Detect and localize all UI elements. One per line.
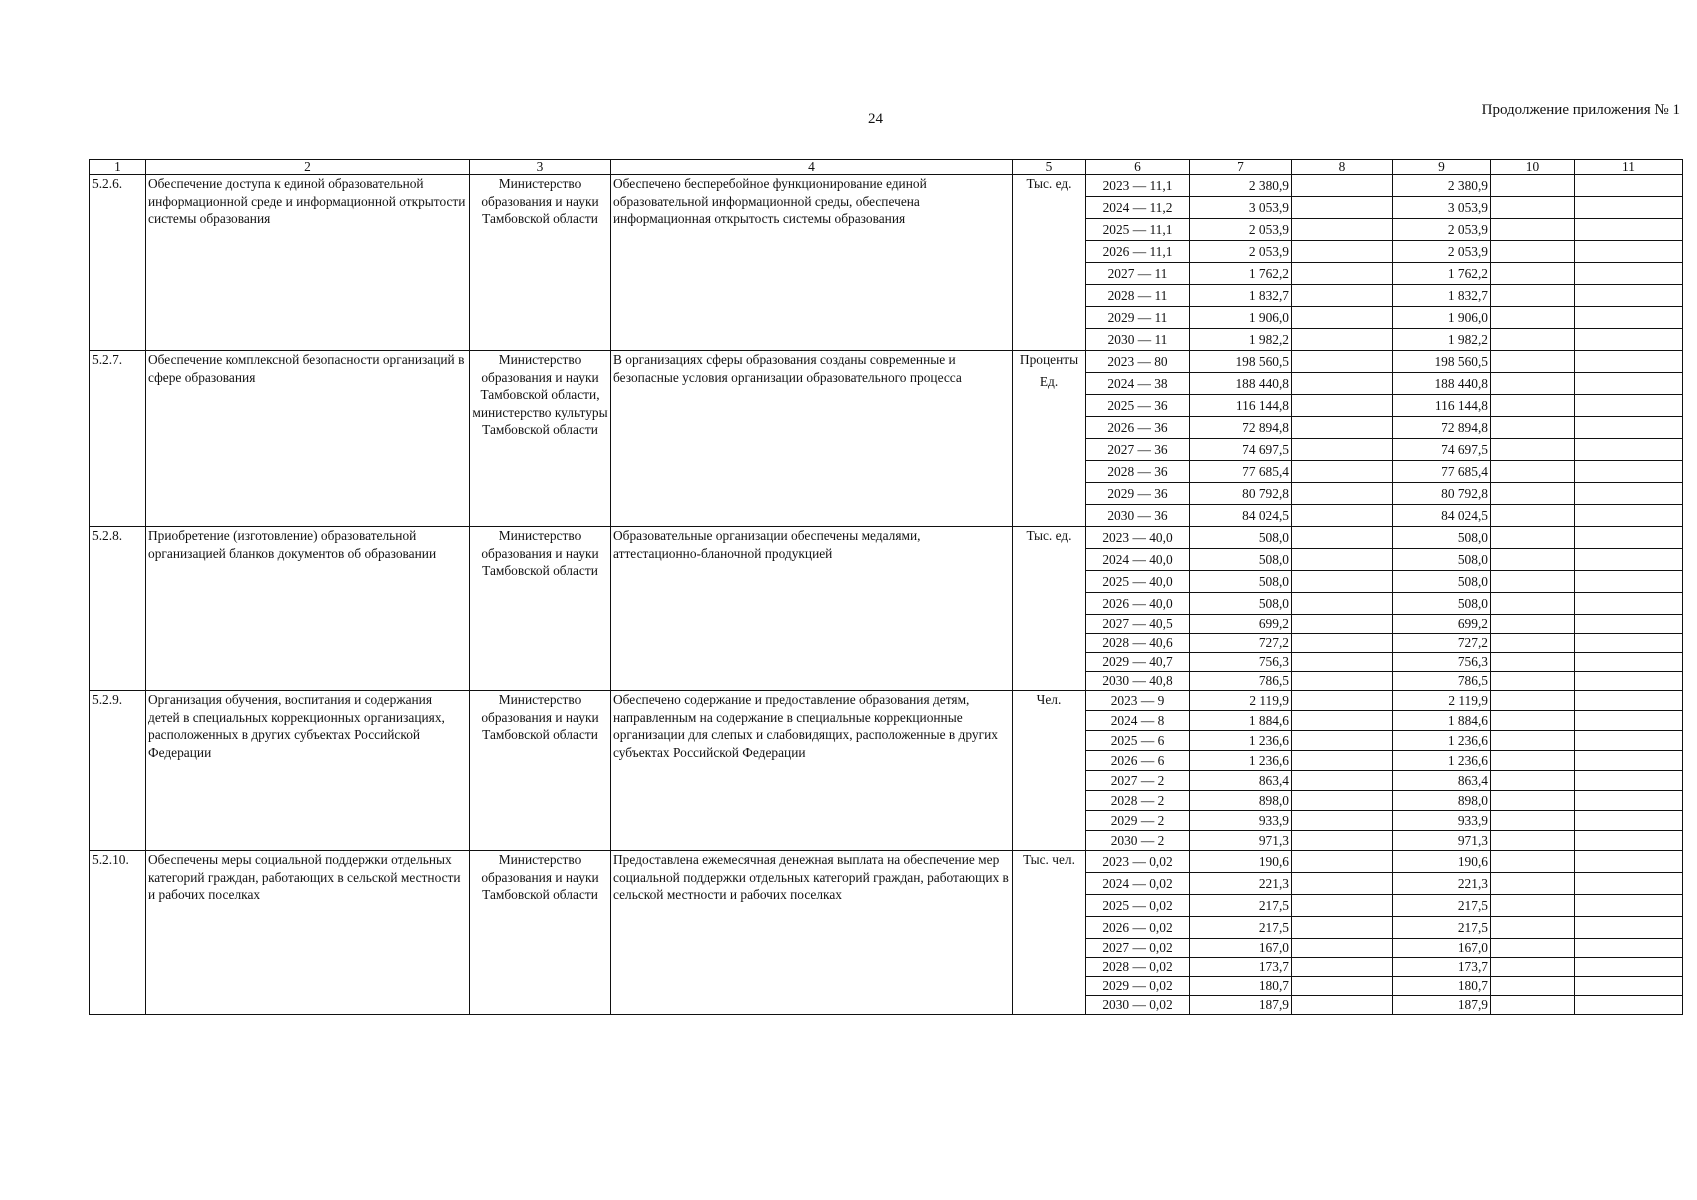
- funding-total: 187,9: [1190, 996, 1292, 1015]
- funding-other: [1575, 811, 1683, 831]
- funding-other: [1575, 571, 1683, 593]
- funding-federal: [1292, 634, 1393, 653]
- indicator-year-value: 2027 — 2: [1086, 771, 1190, 791]
- column-header: 10: [1491, 160, 1575, 175]
- unit-label: Ед.: [1039, 373, 1059, 389]
- program-activities-table: [89, 159, 1683, 1015]
- funding-federal: [1292, 731, 1393, 751]
- funding-local: [1491, 895, 1575, 917]
- funding-other: [1575, 996, 1683, 1015]
- funding-other: [1575, 958, 1683, 977]
- funding-federal: [1292, 672, 1393, 691]
- funding-federal: [1292, 996, 1393, 1015]
- funding-local: [1491, 771, 1575, 791]
- activity-name: Обеспечены меры социальной поддержки отдельных категорий граждан, работающих в сельской местности и рабочих поселках: [146, 851, 470, 1015]
- funding-federal: [1292, 373, 1393, 395]
- funding-regional: 971,3: [1393, 831, 1491, 851]
- funding-regional: 116 144,8: [1393, 395, 1491, 417]
- unit-label: Тыс. ед.: [1026, 528, 1072, 543]
- indicator-year-value: 2027 — 40,5: [1086, 615, 1190, 634]
- funding-total: 1 236,6: [1190, 751, 1292, 771]
- funding-total: 198 560,5: [1190, 351, 1292, 373]
- activity-name: Организация обучения, воспитания и содержания детей в специальных коррекционных организациях, расположенных в других субъектах Российской Федерации: [146, 691, 470, 851]
- funding-local: [1491, 505, 1575, 527]
- unit-of-measure: [1013, 691, 1086, 851]
- funding-federal: [1292, 751, 1393, 771]
- indicator-year-value: 2026 — 0,02: [1086, 917, 1190, 939]
- funding-regional: 77 685,4: [1393, 461, 1491, 483]
- funding-local: [1491, 329, 1575, 351]
- funding-federal: [1292, 285, 1393, 307]
- funding-other: [1575, 634, 1683, 653]
- indicator-year-value: 2030 — 36: [1086, 505, 1190, 527]
- funding-regional: 2 053,9: [1393, 241, 1491, 263]
- funding-other: [1575, 653, 1683, 672]
- funding-regional: 1 906,0: [1393, 307, 1491, 329]
- funding-regional: 74 697,5: [1393, 439, 1491, 461]
- funding-federal: [1292, 505, 1393, 527]
- indicator-year-value: 2024 — 40,0: [1086, 549, 1190, 571]
- funding-other: [1575, 593, 1683, 615]
- funding-federal: [1292, 977, 1393, 996]
- unit-label: Проценты: [1019, 352, 1079, 367]
- appendix-continuation-label: Продолжение приложения № 1: [1481, 102, 1680, 118]
- indicator-year-value: 2028 — 40,6: [1086, 634, 1190, 653]
- funding-other: [1575, 791, 1683, 811]
- indicator-year-value: 2027 — 36: [1086, 439, 1190, 461]
- funding-total: 1 832,7: [1190, 285, 1292, 307]
- funding-total: 84 024,5: [1190, 505, 1292, 527]
- funding-federal: [1292, 241, 1393, 263]
- funding-local: [1491, 197, 1575, 219]
- funding-other: [1575, 285, 1683, 307]
- funding-federal: [1292, 219, 1393, 241]
- column-header: 2: [146, 160, 470, 175]
- funding-regional: 3 053,9: [1393, 197, 1491, 219]
- column-header: 6: [1086, 160, 1190, 175]
- funding-federal: [1292, 263, 1393, 285]
- funding-regional: 2 119,9: [1393, 691, 1491, 711]
- funding-local: [1491, 977, 1575, 996]
- funding-other: [1575, 461, 1683, 483]
- table-body: [90, 175, 1683, 1015]
- funding-federal: [1292, 307, 1393, 329]
- funding-local: [1491, 634, 1575, 653]
- funding-total: 217,5: [1190, 895, 1292, 917]
- funding-total: 863,4: [1190, 771, 1292, 791]
- funding-local: [1491, 549, 1575, 571]
- funding-total: 72 894,8: [1190, 417, 1292, 439]
- indicator-year-value: 2026 — 11,1: [1086, 241, 1190, 263]
- funding-other: [1575, 672, 1683, 691]
- funding-regional: 699,2: [1393, 615, 1491, 634]
- funding-local: [1491, 751, 1575, 771]
- indicator-year-value: 2029 — 40,7: [1086, 653, 1190, 672]
- unit-of-measure: [1013, 351, 1086, 527]
- funding-total: 1 884,6: [1190, 711, 1292, 731]
- funding-total: 898,0: [1190, 791, 1292, 811]
- funding-federal: [1292, 351, 1393, 373]
- funding-local: [1491, 731, 1575, 751]
- funding-regional: 1 236,6: [1393, 751, 1491, 771]
- funding-total: 1 982,2: [1190, 329, 1292, 351]
- funding-total: 1 762,2: [1190, 263, 1292, 285]
- indicator-year-value: 2029 — 36: [1086, 483, 1190, 505]
- funding-other: [1575, 395, 1683, 417]
- funding-other: [1575, 439, 1683, 461]
- funding-other: [1575, 263, 1683, 285]
- indicator-year-value: 2030 — 0,02: [1086, 996, 1190, 1015]
- funding-total: 699,2: [1190, 615, 1292, 634]
- funding-regional: 180,7: [1393, 977, 1491, 996]
- expected-result: В организациях сферы образования созданы современные и безопасные условия организации образовательного процесса: [611, 351, 1013, 527]
- funding-total: 80 792,8: [1190, 483, 1292, 505]
- funding-total: 2 053,9: [1190, 241, 1292, 263]
- funding-regional: 508,0: [1393, 593, 1491, 615]
- funding-federal: [1292, 791, 1393, 811]
- funding-local: [1491, 417, 1575, 439]
- funding-local: [1491, 996, 1575, 1015]
- funding-local: [1491, 461, 1575, 483]
- indicator-year-value: 2025 — 0,02: [1086, 895, 1190, 917]
- funding-regional: 786,5: [1393, 672, 1491, 691]
- unit-label: Тыс. чел.: [1023, 852, 1075, 867]
- funding-local: [1491, 831, 1575, 851]
- activity-number: 5.2.8.: [90, 527, 146, 691]
- unit-label: Чел.: [1036, 692, 1062, 707]
- funding-regional: 221,3: [1393, 873, 1491, 895]
- funding-other: [1575, 895, 1683, 917]
- activity-name: Обеспечение комплексной безопасности организаций в сфере образования: [146, 351, 470, 527]
- funding-other: [1575, 351, 1683, 373]
- funding-regional: 190,6: [1393, 851, 1491, 873]
- funding-regional: 1 762,2: [1393, 263, 1491, 285]
- funding-federal: [1292, 895, 1393, 917]
- funding-local: [1491, 711, 1575, 731]
- funding-total: 508,0: [1190, 593, 1292, 615]
- indicator-year-value: 2028 — 2: [1086, 791, 1190, 811]
- funding-regional: 187,9: [1393, 996, 1491, 1015]
- funding-total: 727,2: [1190, 634, 1292, 653]
- funding-federal: [1292, 571, 1393, 593]
- funding-other: [1575, 549, 1683, 571]
- funding-other: [1575, 219, 1683, 241]
- funding-other: [1575, 939, 1683, 958]
- funding-regional: 198 560,5: [1393, 351, 1491, 373]
- indicator-year-value: 2025 — 11,1: [1086, 219, 1190, 241]
- funding-federal: [1292, 593, 1393, 615]
- column-header: 3: [470, 160, 611, 175]
- column-header: 1: [90, 160, 146, 175]
- funding-local: [1491, 851, 1575, 873]
- funding-total: 167,0: [1190, 939, 1292, 958]
- funding-federal: [1292, 329, 1393, 351]
- funding-regional: 1 884,6: [1393, 711, 1491, 731]
- funding-federal: [1292, 851, 1393, 873]
- funding-other: [1575, 483, 1683, 505]
- funding-regional: 1 236,6: [1393, 731, 1491, 751]
- funding-local: [1491, 483, 1575, 505]
- activity-number: 5.2.9.: [90, 691, 146, 851]
- column-header: 4: [611, 160, 1013, 175]
- funding-total: 1 906,0: [1190, 307, 1292, 329]
- funding-regional: 173,7: [1393, 958, 1491, 977]
- indicator-year-value: 2029 — 2: [1086, 811, 1190, 831]
- funding-total: 180,7: [1190, 977, 1292, 996]
- funding-total: 188 440,8: [1190, 373, 1292, 395]
- funding-federal: [1292, 527, 1393, 549]
- funding-regional: 933,9: [1393, 811, 1491, 831]
- funding-federal: [1292, 917, 1393, 939]
- funding-other: [1575, 417, 1683, 439]
- funding-total: 508,0: [1190, 571, 1292, 593]
- funding-total: 508,0: [1190, 549, 1292, 571]
- expected-result: Обеспечено бесперебойное функционирование единой образовательной информационной среды, обеспечена информационная открытость системы образования: [611, 175, 1013, 351]
- funding-total: 2 119,9: [1190, 691, 1292, 711]
- funding-regional: 508,0: [1393, 571, 1491, 593]
- funding-other: [1575, 873, 1683, 895]
- funding-other: [1575, 771, 1683, 791]
- indicator-year-value: 2030 — 40,8: [1086, 672, 1190, 691]
- indicator-year-value: 2025 — 40,0: [1086, 571, 1190, 593]
- funding-regional: 217,5: [1393, 917, 1491, 939]
- table-row: [90, 527, 1683, 549]
- funding-regional: 898,0: [1393, 791, 1491, 811]
- funding-other: [1575, 373, 1683, 395]
- funding-total: 1 236,6: [1190, 731, 1292, 751]
- funding-federal: [1292, 711, 1393, 731]
- funding-regional: 508,0: [1393, 549, 1491, 571]
- indicator-year-value: 2026 — 36: [1086, 417, 1190, 439]
- funding-other: [1575, 917, 1683, 939]
- indicator-year-value: 2023 — 80: [1086, 351, 1190, 373]
- table-row: [90, 175, 1683, 197]
- funding-regional: 1 982,2: [1393, 329, 1491, 351]
- funding-total: 217,5: [1190, 917, 1292, 939]
- funding-federal: [1292, 615, 1393, 634]
- indicator-year-value: 2026 — 40,0: [1086, 593, 1190, 615]
- indicator-year-value: 2024 — 38: [1086, 373, 1190, 395]
- funding-total: 786,5: [1190, 672, 1292, 691]
- table-row: [90, 351, 1683, 373]
- funding-regional: 84 024,5: [1393, 505, 1491, 527]
- funding-total: 116 144,8: [1190, 395, 1292, 417]
- indicator-year-value: 2024 — 8: [1086, 711, 1190, 731]
- funding-regional: 167,0: [1393, 939, 1491, 958]
- funding-total: 933,9: [1190, 811, 1292, 831]
- funding-federal: [1292, 873, 1393, 895]
- funding-federal: [1292, 958, 1393, 977]
- funding-regional: 217,5: [1393, 895, 1491, 917]
- funding-regional: 2 053,9: [1393, 219, 1491, 241]
- responsible-executor: Министерство образования и науки Тамбовской области: [470, 175, 611, 351]
- indicator-year-value: 2030 — 2: [1086, 831, 1190, 851]
- funding-local: [1491, 241, 1575, 263]
- unit-label: Тыс. ед.: [1026, 176, 1072, 191]
- funding-local: [1491, 373, 1575, 395]
- funding-other: [1575, 751, 1683, 771]
- funding-regional: 727,2: [1393, 634, 1491, 653]
- activity-number: 5.2.10.: [90, 851, 146, 1015]
- funding-other: [1575, 831, 1683, 851]
- responsible-executor: Министерство образования и науки Тамбовской области, министерство культуры Тамбовской области: [470, 351, 611, 527]
- expected-result: Образовательные организации обеспечены медалями, аттестационно-бланочной продукцией: [611, 527, 1013, 691]
- column-header: 11: [1575, 160, 1683, 175]
- funding-local: [1491, 307, 1575, 329]
- column-header: 8: [1292, 160, 1393, 175]
- indicator-year-value: 2028 — 36: [1086, 461, 1190, 483]
- indicator-year-value: 2025 — 36: [1086, 395, 1190, 417]
- funding-federal: [1292, 417, 1393, 439]
- funding-total: 74 697,5: [1190, 439, 1292, 461]
- funding-total: 77 685,4: [1190, 461, 1292, 483]
- funding-other: [1575, 527, 1683, 549]
- funding-total: 190,6: [1190, 851, 1292, 873]
- funding-other: [1575, 711, 1683, 731]
- funding-regional: 72 894,8: [1393, 417, 1491, 439]
- expected-result: Предоставлена ежемесячная денежная выплата на обеспечение мер социальной поддержки отдельных категорий граждан, работающих в сельской местности и рабочих поселках: [611, 851, 1013, 1015]
- funding-federal: [1292, 811, 1393, 831]
- funding-regional: 188 440,8: [1393, 373, 1491, 395]
- funding-local: [1491, 527, 1575, 549]
- funding-local: [1491, 175, 1575, 197]
- unit-of-measure: [1013, 527, 1086, 691]
- funding-local: [1491, 939, 1575, 958]
- funding-total: 173,7: [1190, 958, 1292, 977]
- funding-federal: [1292, 175, 1393, 197]
- funding-local: [1491, 653, 1575, 672]
- funding-total: 3 053,9: [1190, 197, 1292, 219]
- funding-local: [1491, 219, 1575, 241]
- funding-federal: [1292, 395, 1393, 417]
- funding-federal: [1292, 461, 1393, 483]
- unit-of-measure: [1013, 851, 1086, 1015]
- funding-local: [1491, 593, 1575, 615]
- funding-federal: [1292, 939, 1393, 958]
- indicator-year-value: 2028 — 0,02: [1086, 958, 1190, 977]
- indicator-year-value: 2024 — 0,02: [1086, 873, 1190, 895]
- funding-total: 2 053,9: [1190, 219, 1292, 241]
- funding-regional: 508,0: [1393, 527, 1491, 549]
- funding-total: 2 380,9: [1190, 175, 1292, 197]
- funding-federal: [1292, 483, 1393, 505]
- unit-of-measure: [1013, 175, 1086, 351]
- indicator-year-value: 2027 — 0,02: [1086, 939, 1190, 958]
- funding-local: [1491, 571, 1575, 593]
- funding-other: [1575, 851, 1683, 873]
- funding-local: [1491, 691, 1575, 711]
- column-number-row: [90, 160, 1683, 175]
- indicator-year-value: 2023 — 0,02: [1086, 851, 1190, 873]
- funding-regional: 863,4: [1393, 771, 1491, 791]
- funding-total: 756,3: [1190, 653, 1292, 672]
- funding-federal: [1292, 691, 1393, 711]
- funding-federal: [1292, 771, 1393, 791]
- indicator-year-value: 2027 — 11: [1086, 263, 1190, 285]
- responsible-executor: Министерство образования и науки Тамбовской области: [470, 527, 611, 691]
- indicator-year-value: 2023 — 11,1: [1086, 175, 1190, 197]
- funding-other: [1575, 175, 1683, 197]
- funding-other: [1575, 307, 1683, 329]
- funding-regional: 756,3: [1393, 653, 1491, 672]
- activity-number: 5.2.7.: [90, 351, 146, 527]
- responsible-executor: Министерство образования и науки Тамбовской области: [470, 851, 611, 1015]
- funding-local: [1491, 263, 1575, 285]
- funding-local: [1491, 439, 1575, 461]
- activity-name: Приобретение (изготовление) образовательной организацией бланков документов об образовании: [146, 527, 470, 691]
- table-row: [90, 691, 1683, 711]
- indicator-year-value: 2023 — 9: [1086, 691, 1190, 711]
- indicator-year-value: 2029 — 11: [1086, 307, 1190, 329]
- funding-federal: [1292, 653, 1393, 672]
- funding-other: [1575, 615, 1683, 634]
- funding-federal: [1292, 831, 1393, 851]
- funding-other: [1575, 505, 1683, 527]
- page-number: 24: [868, 111, 883, 127]
- indicator-year-value: 2024 — 11,2: [1086, 197, 1190, 219]
- funding-federal: [1292, 439, 1393, 461]
- activity-number: 5.2.6.: [90, 175, 146, 351]
- column-header: 5: [1013, 160, 1086, 175]
- funding-federal: [1292, 197, 1393, 219]
- funding-local: [1491, 917, 1575, 939]
- funding-federal: [1292, 549, 1393, 571]
- indicator-year-value: 2028 — 11: [1086, 285, 1190, 307]
- indicator-year-value: 2026 — 6: [1086, 751, 1190, 771]
- indicator-year-value: 2029 — 0,02: [1086, 977, 1190, 996]
- funding-total: 971,3: [1190, 831, 1292, 851]
- funding-regional: 2 380,9: [1393, 175, 1491, 197]
- indicator-year-value: 2025 — 6: [1086, 731, 1190, 751]
- funding-local: [1491, 791, 1575, 811]
- funding-local: [1491, 811, 1575, 831]
- funding-other: [1575, 691, 1683, 711]
- funding-local: [1491, 351, 1575, 373]
- indicator-year-value: 2023 — 40,0: [1086, 527, 1190, 549]
- funding-other: [1575, 197, 1683, 219]
- funding-regional: 1 832,7: [1393, 285, 1491, 307]
- funding-regional: 80 792,8: [1393, 483, 1491, 505]
- activity-name: Обеспечение доступа к единой образовательной информационной среде и информационной открытости системы образования: [146, 175, 470, 351]
- funding-local: [1491, 672, 1575, 691]
- funding-local: [1491, 395, 1575, 417]
- column-header: 7: [1190, 160, 1292, 175]
- funding-local: [1491, 615, 1575, 634]
- indicator-year-value: 2030 — 11: [1086, 329, 1190, 351]
- funding-other: [1575, 977, 1683, 996]
- funding-total: 508,0: [1190, 527, 1292, 549]
- funding-other: [1575, 731, 1683, 751]
- funding-local: [1491, 958, 1575, 977]
- expected-result: Обеспечено содержание и предоставление образования детям, направленным на содержание в специальные коррекционные организации для слепых и слабовидящих, расположенные в других субъектах Российской Федерации: [611, 691, 1013, 851]
- funding-other: [1575, 241, 1683, 263]
- responsible-executor: Министерство образования и науки Тамбовской области: [470, 691, 611, 851]
- funding-total: 221,3: [1190, 873, 1292, 895]
- column-header: 9: [1393, 160, 1491, 175]
- funding-local: [1491, 285, 1575, 307]
- funding-local: [1491, 873, 1575, 895]
- funding-other: [1575, 329, 1683, 351]
- table-row: [90, 851, 1683, 873]
